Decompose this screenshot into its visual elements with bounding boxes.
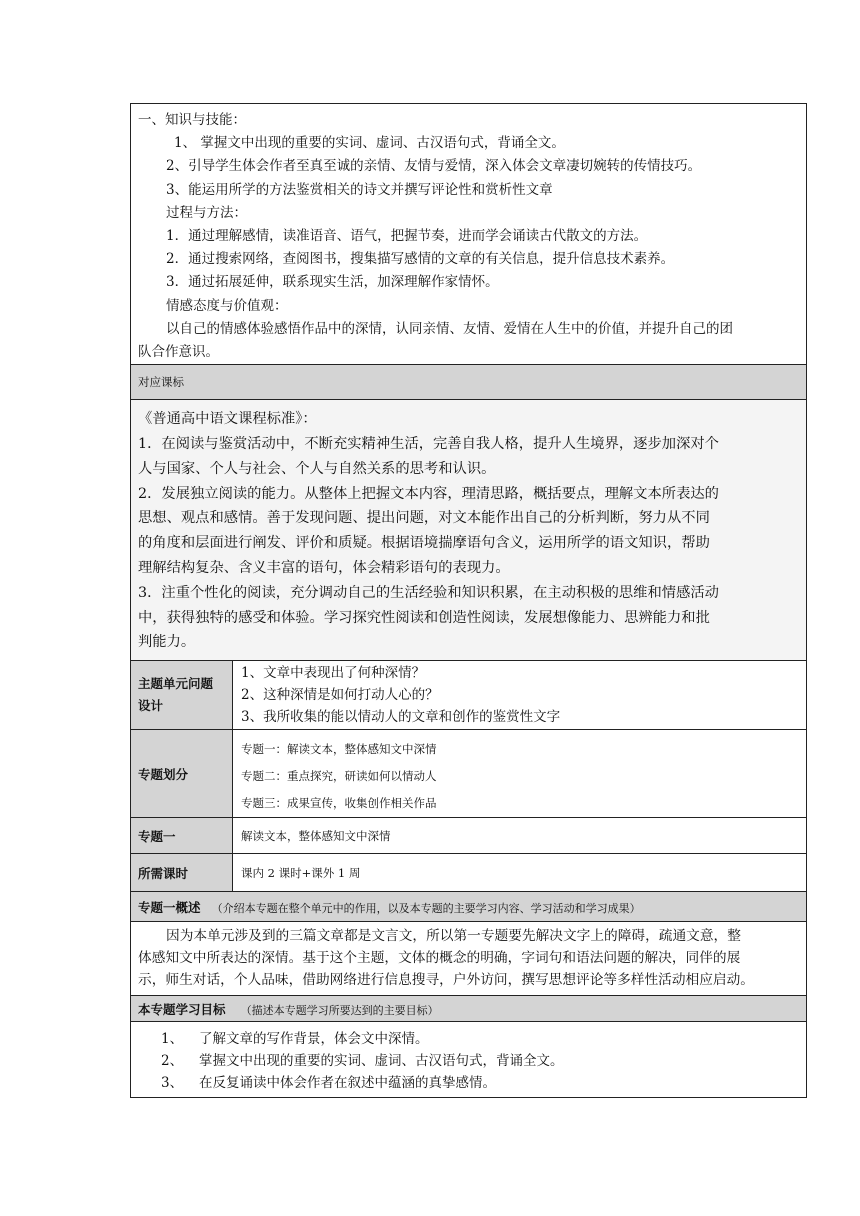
goal-text: 掌握文中出现的重要的实词、虚词、古汉语句式，背诵全文。 <box>199 1053 564 1070</box>
overview-row <box>131 922 807 996</box>
theme-questions-label-cont: 设计 <box>138 698 164 714</box>
standards-title: 《普通高中语文课程标准》： <box>138 411 317 428</box>
process-line: 1．通过理解感情，读准语音、语气，把握节奏，进而学会诵读古代散文的方法。 <box>166 228 648 245</box>
goal-item <box>161 1050 806 1072</box>
theme-questions-cell <box>233 661 807 730</box>
overview-header-row <box>131 892 807 922</box>
topic-one-label-cell <box>131 818 233 854</box>
standards-line: 思想、观点和感情。善于发现问题、提出问题，对文本能作出自己的分析判断，努力从不同 <box>138 510 710 527</box>
standards-line: 1．在阅读与鉴赏活动中，不断充实精神生活，完善自我人格，提升人生境界，逐步加深对个 <box>138 436 719 453</box>
attitude-heading: 情感态度与价值观： <box>166 297 288 314</box>
hours-cell <box>233 854 807 892</box>
goal-number: 3、 <box>161 1075 184 1092</box>
goals-header-row <box>131 996 807 1022</box>
goals-cell <box>131 1022 807 1098</box>
goal-item <box>161 1028 806 1050</box>
question-item: 3、我所收集的能以情动人的文章和创作的鉴赏性文字 <box>241 708 561 725</box>
topic-one-cell <box>233 818 807 854</box>
process-heading: 过程与方法： <box>166 204 247 221</box>
topic-one-label: 专题一 <box>138 828 176 844</box>
objectives-cell <box>131 104 807 365</box>
hours-label: 所需课时 <box>138 865 189 881</box>
topic-item: 专题一：解读文本，整体感知文中深情 <box>241 742 437 757</box>
standards-cell <box>131 400 807 661</box>
goal-number: 2、 <box>161 1053 184 1070</box>
objectives-row <box>131 104 807 365</box>
topic-item: 专题二：重点探究，研读如何以情动人 <box>241 769 437 784</box>
process-line: 3．通过拓展延伸，联系现实生活，加深理解作家情怀。 <box>166 274 499 291</box>
hours-row <box>131 854 807 892</box>
topic-item: 专题三：成果宣传，收集创作相关作品 <box>241 796 437 811</box>
goals-title: 本专题学习目标 <box>138 1002 226 1018</box>
theme-questions-label: 主题单元问题 <box>138 676 214 692</box>
hours-label-cell <box>131 854 233 892</box>
overview-note: （介绍本专题在整个单元中的作用，以及本专题的主要学习内容、学习活动和学习成果） <box>211 902 641 916</box>
standards-header: 对应课标 <box>138 375 184 390</box>
standards-line: 的角度和层面进行阐发、评价和质疑。根据语境揣摩语句含义，运用所学的语文知识，帮助 <box>138 535 710 552</box>
objective-line: 2、引导学生体会作者至真至诚的亲情、友情与爱情，深入体会文章凄切婉转的传情技巧。 <box>166 158 702 175</box>
goal-item <box>161 1072 806 1094</box>
lesson-plan-table <box>130 103 807 1098</box>
topic-one-value: 解读文本，整体感知文中深情 <box>241 828 391 843</box>
theme-questions-row <box>131 661 807 730</box>
objective-line: 3、能运用所学的方法鉴赏相关的诗文并撰写评论性和赏析性文章 <box>166 181 553 198</box>
goal-text: 在反复诵读中体会作者在叙述中蕴涵的真挚感情。 <box>199 1075 496 1092</box>
topics-label: 专题划分 <box>138 766 189 782</box>
standards-header-cell <box>131 365 807 400</box>
standards-line: 理解结构复杂、含义丰富的语句，体会精彩语句的表现力。 <box>138 560 510 577</box>
goals-header-cell <box>131 996 807 1022</box>
theme-questions-label-cell <box>131 661 233 730</box>
standards-line: 判能力。 <box>138 634 196 651</box>
topics-row <box>131 730 807 818</box>
goal-text: 了解文章的写作背景，体会文中深情。 <box>199 1031 429 1048</box>
overview-line: 体感知文中所表达的深情。基于这个主题，文体的概念的明确，字词句和语法问题的解决，同伴的展 <box>138 950 741 967</box>
goals-row <box>131 1022 807 1098</box>
topic-one-row <box>131 818 807 854</box>
standards-header-row <box>131 365 807 400</box>
overview-line: 示，师生对话，个人品味，借助网络进行信息搜寻，户外访问，撰写思想评论等多样性活动相应启动。 <box>138 972 754 989</box>
overview-cell <box>131 922 807 996</box>
overview-title: 专题一概述 <box>138 900 201 916</box>
standards-line: 3．注重个性化的阅读，充分调动自己的生活经验和知识积累，在主动积极的思维和情感活动 <box>138 584 719 601</box>
goals-note: （描述本专题学习所要达到的主要目标） <box>240 1004 439 1018</box>
standards-line: 2．发展独立阅读的能力。从整体上把握文本内容，理清思路，概括要点，理解文本所表达的 <box>138 485 719 502</box>
standards-line: 中，获得独特的感受和体验。学习探究性阅读和创造性阅读，发展想像能力、思辨能力和批 <box>138 609 710 626</box>
hours-value: 课内 2 课时+课外 1 周 <box>241 865 361 880</box>
overview-line: 因为本单元涉及到的三篇文章都是文言文，所以第一专题要先解决文字上的障碍，疏通文意，整 <box>166 928 741 945</box>
topics-cell <box>233 730 807 818</box>
goal-number: 1、 <box>161 1031 184 1048</box>
attitude-line: 队合作意识。 <box>138 344 219 361</box>
question-item: 1、文章中表现出了何种深情？ <box>241 665 426 682</box>
objective-line: 1、 掌握文中出现的重要的实词、虚词、古汉语句式，背诵全文。 <box>174 135 565 152</box>
question-item: 2、这种深情是如何打动人心的？ <box>241 687 439 704</box>
topics-label-cell <box>131 730 233 818</box>
process-line: 2．通过搜索网络，查阅图书，搜集描写感情的文章的有关信息，提升信息技术素养。 <box>166 251 675 268</box>
overview-header-cell <box>131 892 807 922</box>
objectives-heading: 一、知识与技能： <box>138 112 246 128</box>
standards-row <box>131 400 807 661</box>
attitude-line: 以自己的情感体验感悟作品中的深情，认同亲情、友情、爱情在人生中的价值，并提升自己的团 <box>166 320 733 337</box>
standards-line: 人与国家、个人与社会、个人与自然关系的思考和认识。 <box>138 460 496 477</box>
